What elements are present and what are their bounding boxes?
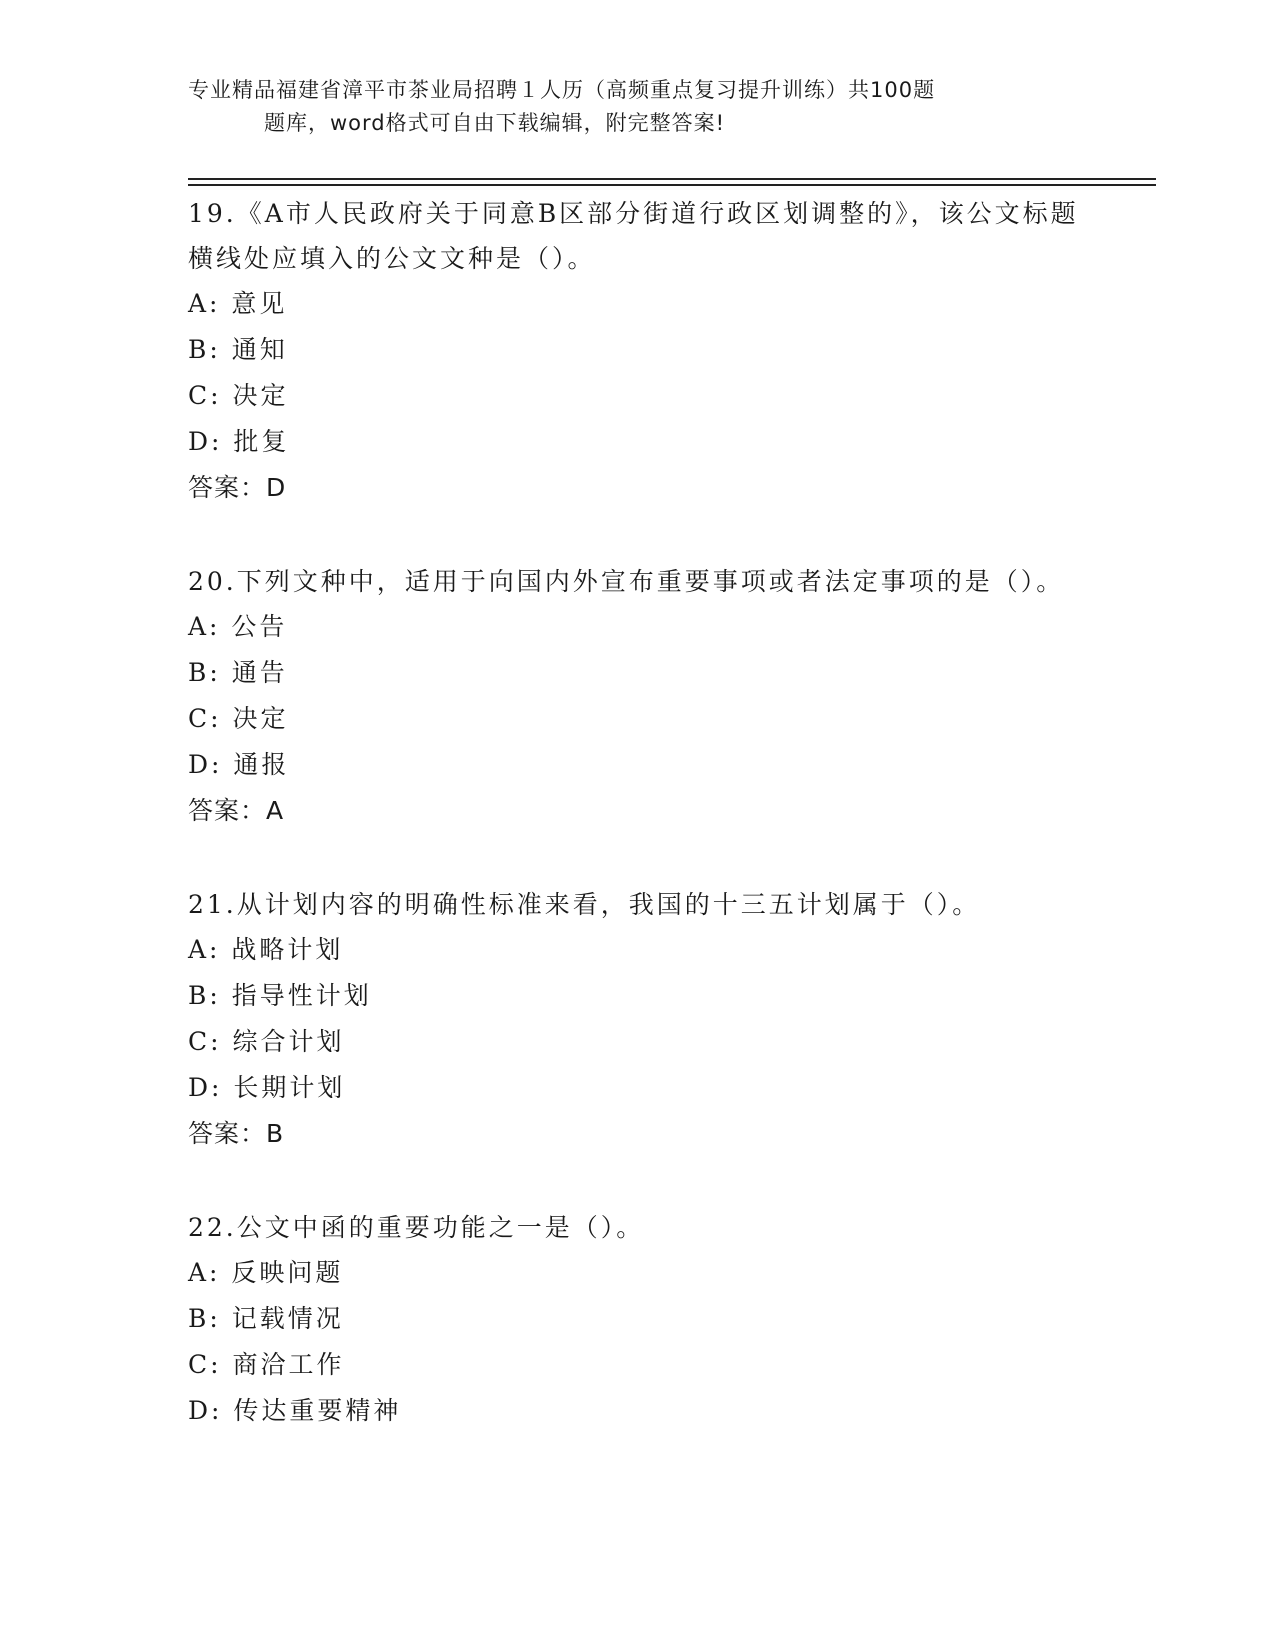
question-22 — [188, 1205, 1088, 1434]
option-c: C: 综合计划 — [188, 1027, 345, 1056]
answer-line: 答案：A — [188, 796, 285, 825]
option-c: C: 决定 — [188, 381, 289, 410]
question-19 — [188, 191, 1088, 511]
option-a: A: 反映问题 — [188, 1258, 344, 1287]
header-divider-bottom — [188, 184, 1156, 186]
option-a: A: 战略计划 — [188, 935, 344, 964]
question-text: 20.下列文种中，适用于向国内外宣布重要事项或者法定事项的是（）。 — [188, 567, 1065, 596]
option-b: B: 通知 — [188, 335, 288, 364]
option-d: D: 传达重要精神 — [188, 1396, 402, 1425]
option-b: B: 记载情况 — [188, 1304, 344, 1333]
answer-line: 答案：D — [188, 473, 287, 502]
header-title-line-1: 专业精品福建省漳平市茶业局招聘１人历（高频重点复习提升训练）共100题 — [188, 78, 936, 102]
option-d: D: 长期计划 — [188, 1073, 346, 1102]
option-b: B: 指导性计划 — [188, 981, 372, 1010]
question-text: 21.从计划内容的明确性标准来看，我国的十三五计划属于（）。 — [188, 890, 981, 919]
question-21 — [188, 882, 1088, 1157]
option-c: C: 决定 — [188, 704, 289, 733]
option-c: C: 商洽工作 — [188, 1350, 345, 1379]
option-a: A: 意见 — [188, 289, 288, 318]
header-divider-top — [188, 178, 1156, 180]
document-header — [188, 74, 1088, 140]
option-d: D: 通报 — [188, 750, 290, 779]
question-text: 22.公文中函的重要功能之一是（）。 — [188, 1213, 645, 1242]
question-20 — [188, 559, 1088, 834]
question-list — [188, 191, 1088, 1482]
option-a: A: 公告 — [188, 612, 288, 641]
question-text: 19.《A市人民政府关于同意B区部分街道行政区划调整的》，该公文标题横线处应填入的公文文种是（）。 — [188, 199, 1079, 273]
option-d: D: 批复 — [188, 427, 290, 456]
option-b: B: 通告 — [188, 658, 288, 687]
header-title-line-2: 题库，word格式可自由下载编辑，附完整答案! — [264, 111, 726, 135]
answer-line: 答案：B — [188, 1119, 285, 1148]
